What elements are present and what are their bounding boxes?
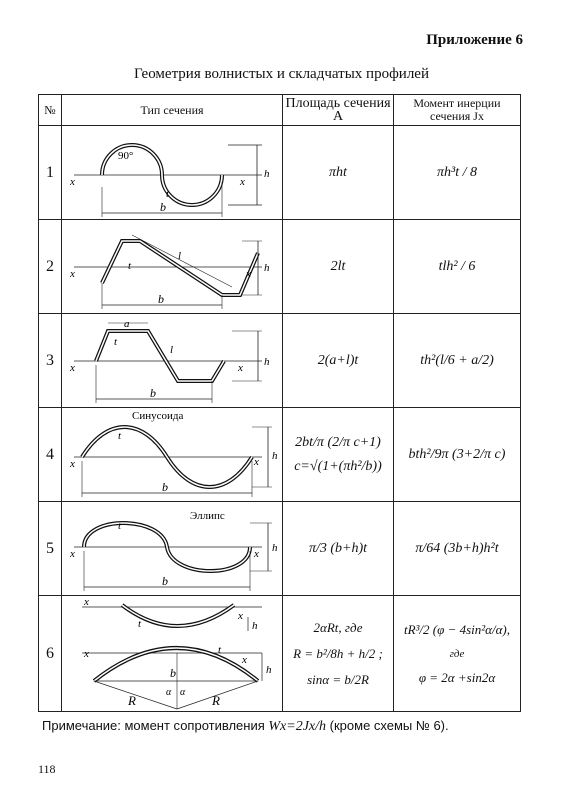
figure-arcs <box>62 596 283 712</box>
label-h-top: h <box>252 619 258 632</box>
row-num: 4 <box>39 408 62 502</box>
label-alpha-left: α <box>166 686 172 698</box>
figure-zigzag <box>62 220 283 314</box>
label-b: b <box>160 199 166 214</box>
area-formula: π/3 (b+h)t <box>283 502 394 596</box>
label-x-right: x <box>246 267 251 280</box>
inertia-line-1: tR³/2 (φ − 4sin²α/α), <box>403 621 510 637</box>
label-x-right: x <box>254 547 259 560</box>
inertia-formula: th²(l/6 + a/2) <box>394 314 521 408</box>
table-row <box>39 126 521 220</box>
footnote-text: Примечание: момент сопротивления <box>42 718 265 733</box>
label-t: t <box>128 259 132 272</box>
row-num: 2 <box>39 220 62 314</box>
label-h: h <box>264 167 270 180</box>
label-x-left: x <box>70 267 75 280</box>
inertia-formula: π/64 (3b+h)h²t <box>394 502 521 596</box>
col-type: Тип сечения <box>62 95 283 126</box>
area-line-1: 2αRt, где <box>313 619 363 635</box>
label-h: h <box>264 355 270 368</box>
table-header-row <box>39 95 521 126</box>
label-curve: Эллипс <box>190 509 225 522</box>
label-b: b <box>162 573 168 588</box>
label-x-top-left: x <box>84 596 89 608</box>
label-x-left: x <box>70 547 75 560</box>
col-num: № <box>39 95 62 126</box>
footnote-suffix: (кроме схемы № 6). <box>329 718 449 733</box>
figure-ellipse <box>62 502 283 596</box>
table-row <box>39 596 521 712</box>
label-b: b <box>162 479 168 494</box>
label-l: l <box>170 343 174 356</box>
area-formula: πht <box>283 126 394 220</box>
footnote-formula: Wx=2Jx/h <box>268 719 327 734</box>
label-t-top: t <box>138 617 142 630</box>
figure-semicircles <box>62 126 283 220</box>
label-h: h <box>264 261 270 274</box>
table-row <box>39 220 521 314</box>
col-area: Площадь сечения A <box>283 95 394 126</box>
label-x-left: x <box>70 457 75 470</box>
table-row <box>39 408 521 502</box>
label-h: h <box>272 449 278 462</box>
label-b: b <box>150 385 156 400</box>
label-b: b <box>170 665 176 680</box>
row-num: 6 <box>39 596 62 712</box>
figure-trapezoid <box>62 314 283 408</box>
label-t: t <box>118 519 122 532</box>
label-x-right: x <box>240 175 245 188</box>
inertia-formula: bth²/9π (3+2/π c) <box>394 408 521 502</box>
col-inertia: Момент инерции сечения Jx <box>394 95 521 126</box>
inertia-formula: tlh² / 6 <box>394 220 521 314</box>
label-t: t <box>118 429 122 442</box>
label-h: h <box>272 541 278 554</box>
footnote <box>42 718 449 735</box>
profiles-table <box>38 94 521 712</box>
label-R-right: R <box>212 692 220 708</box>
page-number: 118 <box>38 762 56 776</box>
label-curve: Синусоида <box>132 409 184 422</box>
label-l: l <box>178 249 182 262</box>
label-x-right: x <box>238 361 243 374</box>
label-x-left: x <box>70 175 75 188</box>
label-h-bottom: h <box>266 663 272 676</box>
label-angle: 90° <box>118 149 134 162</box>
inertia-formula <box>394 596 521 712</box>
area-formula <box>283 408 394 502</box>
label-x-left: x <box>70 361 75 374</box>
label-x-top-right: x <box>238 609 243 622</box>
label-t-bottom: t <box>218 643 222 656</box>
table-row <box>39 502 521 596</box>
area-line-1: 2bt/π (2/π c+1) <box>295 434 381 450</box>
area-formula: 2(a+l)t <box>283 314 394 408</box>
row-num: 5 <box>39 502 62 596</box>
table-row <box>39 314 521 408</box>
inertia-formula: πh³t / 8 <box>394 126 521 220</box>
area-line-3: sinα = b/2R <box>307 671 369 687</box>
label-R-left: R <box>128 692 136 708</box>
area-line-2: c=√(1+(πh²/b)) <box>294 458 382 474</box>
label-x-right: x <box>254 455 259 468</box>
inertia-line-2: где <box>449 647 465 660</box>
label-t: t <box>114 335 118 348</box>
area-formula <box>283 596 394 712</box>
figure-sinusoid <box>62 408 283 502</box>
label-b: b <box>158 291 164 306</box>
row-num: 1 <box>39 126 62 220</box>
row-num: 3 <box>39 314 62 408</box>
page-title: Геометрия волнистых и складчатых профилей <box>134 66 429 82</box>
label-t: t <box>166 187 170 200</box>
label-x-bottom-right: x <box>242 653 247 666</box>
appendix-label: Приложение 6 <box>426 32 523 48</box>
label-x-bottom-left: x <box>84 647 89 660</box>
label-alpha-right: α <box>180 686 186 698</box>
label-a: a <box>124 317 130 330</box>
area-formula: 2lt <box>283 220 394 314</box>
area-line-2: R = b²/8h + h/2 ; <box>293 645 383 661</box>
inertia-line-3: φ = 2α +sin2α <box>418 669 496 685</box>
